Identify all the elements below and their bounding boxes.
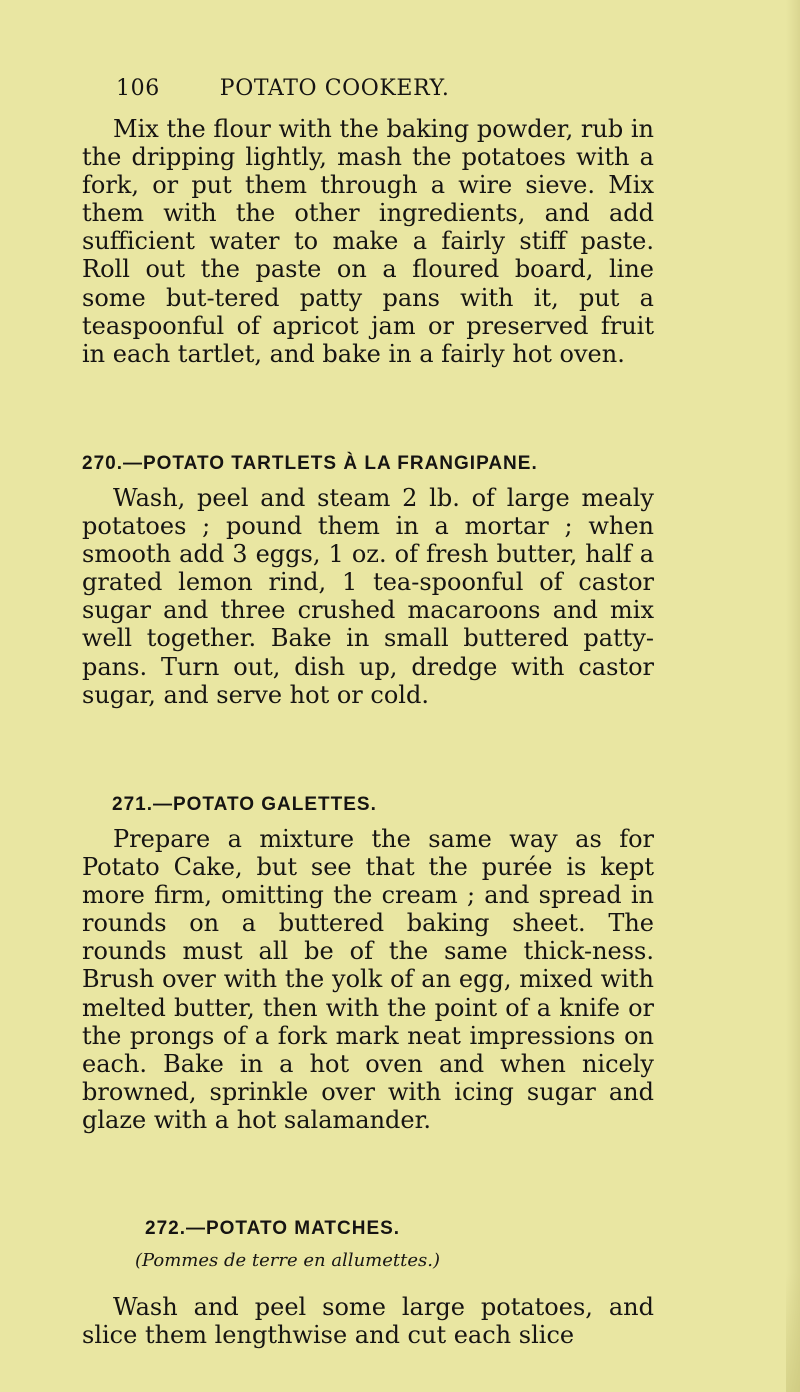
recipe-subtitle-272: (Pommes de terre en allumettes.) <box>135 1250 440 1271</box>
recipe-heading-271: 271.—POTATO GALETTES. <box>112 794 377 815</box>
running-header <box>116 76 516 101</box>
recipe-heading-272: 272.—POTATO MATCHES. <box>145 1218 401 1239</box>
recipe-body-271: Prepare a mixture the same way as for Potato Cake, but see that the purée is kept more firm, omitting the cream ; and spread in rounds on a buttered baking sheet. The rounds must all be of the same thick-ness. Brush over with the yolk of an egg, mixed with melted butter, then with the point of a knife or the prongs of a fork mark neat impressions on each. Bake in a hot oven and when nicely browned, sprinkle over with icing sugar and glaze with a hot salamander. <box>82 825 654 1134</box>
page-number: 106 <box>116 76 160 101</box>
paragraph-continuation: Mix the flour with the baking powder, rub in the dripping lightly, mash the potatoes with a fork, or put them through a wire sieve. Mix them with the other ingredients, and add sufficient water to make a fairly stiff paste. Roll out the paste on a floured board, line some but-tered patty pans with it, put a teaspoonful of apricot jam or preserved fruit in each tartlet, and bake in a fairly hot oven. <box>82 115 654 368</box>
page-corner-shadow <box>786 1272 800 1392</box>
recipe-body-272: Wash and peel some large potatoes, and slice them lengthwise and cut each slice <box>82 1293 654 1350</box>
page-edge-shadow <box>786 0 800 1392</box>
running-title: POTATO COOKERY. <box>219 76 450 101</box>
recipe-body-270: Wash, peel and steam 2 lb. of large mealy potatoes ; pound them in a mortar ; when smooth add 3 eggs, 1 oz. of fresh butter, half a grated lemon rind, 1 tea-spoonful of castor sugar and three crushed macaroons and mix well together. Bake in small buttered patty-pans. Turn out, dish up, dredge with castor sugar, and serve hot or cold. <box>82 484 654 709</box>
recipe-heading-270: 270.—POTATO TARTLETS À LA FRANGIPANE. <box>82 453 538 474</box>
